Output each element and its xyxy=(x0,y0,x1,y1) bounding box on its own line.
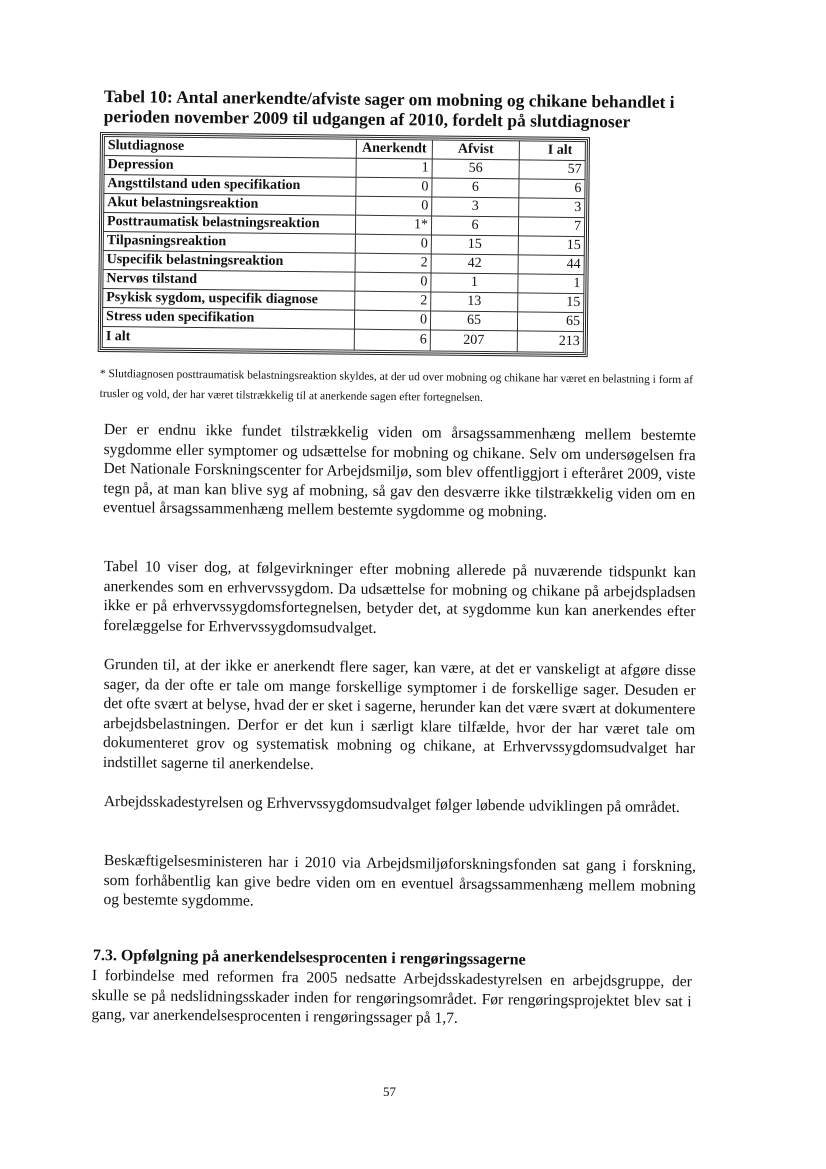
total-cell: 44 xyxy=(518,255,584,275)
section-paragraph: I forbindelse med reformen fra 2005 nedsatte Arbejdsskadestyrelsen en arbejdsgruppe, der skulle se på nedslidningsskader inden for rengøringsområdet. Før rengøringsprojektet blev sat i gang, var anerkendelsesprocenten i rengøringssager på 1,7. xyxy=(91,966,692,1027)
body-paragraph: Arbejdsskadestyrelsen og Erhvervssygdomsudvalget følger løbende udviklingen på området. xyxy=(103,792,680,817)
diagnosis-cell: Angsttilstand uden specifikation xyxy=(104,175,356,197)
header-cell-rejected: Afvist xyxy=(432,140,519,160)
body-paragraph: Beskæftigelsesministeren har i 2010 via Arbejdsmiljøforskningsfonden sat gang i forskning, som forhåbentlig kan give bedre viden om en eventuel årsagssammenhæng mellem mobning og bestemte sygdomme. xyxy=(103,851,696,910)
body-paragraph: Der er endnu ikke fundet tilstrækkelig viden om årsagssammenhæng mellem bestemte sygdomme eller symptomer og udsættelse for mobning og chikane. Selv om undersøgelsen fra Det Nationale Forskningscenter for Arbejdsmiljø, som blev offentliggjort i efteråret 2009, viste tegn på, at man kan blive syg af mobning, så gav den desværre ikke tilstrækkelig viden om en eventuel årsagssammenhæng mellem bestemte sygdomme og mobning. xyxy=(102,420,696,521)
total-cell: 213 xyxy=(517,331,583,353)
diagnosis-table xyxy=(102,136,586,353)
diagnosis-cell: Psykisk sygdom, uspecifik diagnose xyxy=(103,289,355,311)
diagnosis-cell: Depression xyxy=(104,156,356,178)
rejected-cell: 65 xyxy=(430,311,517,331)
total-cell: 15 xyxy=(518,293,584,313)
recognized-cell: 0 xyxy=(355,234,431,254)
total-cell: 3 xyxy=(519,198,585,218)
header-cell-diagnosis: Slutdiagnose xyxy=(104,137,356,159)
rejected-cell: 1 xyxy=(431,273,518,293)
table-total-row xyxy=(102,327,583,353)
body-paragraph: Tabel 10 viser dog, at følgevirkninger efter mobning allerede på nuværende tidspunkt kan anerkendes som en erhvervssygdom. Da udsættelse for mobning og chikane på arbejdspladsen ikke er på erhvervssygdomsfortegnelsen, betyder det, at sygdomme kun kan anerkendes efter forelæggelse for Erhvervssygdomsudvalget. xyxy=(103,557,696,637)
total-cell: 65 xyxy=(517,312,583,332)
recognized-cell: 6 xyxy=(354,329,430,351)
rejected-cell: 6 xyxy=(432,178,519,198)
recognized-cell: 2 xyxy=(355,291,431,311)
recognized-cell: 1* xyxy=(355,215,431,235)
rejected-cell: 6 xyxy=(431,216,518,236)
rejected-cell: 15 xyxy=(431,235,518,255)
recognized-cell: 0 xyxy=(355,272,431,292)
body-paragraph: Grunden til, at der ikke er anerkendt flere sager, kan være, at det er vanskeligt at afgøre disse sager, da der ofte er tale om mange forskellige symptomer i de forskellige sager. Desuden er det ofte svært at belyse, hvad der er sket i sagerne, herunder kan det være svært at dokumentere arbejdsbelastningen. Derfor er det kun i særligt klare tilfælde, hvor der har været tale om dokumenteret grov og systematisk mobning og chikane, at Erhvervssygdomsudvalget har indstillet sagerne til anerkendelse. xyxy=(102,655,696,773)
total-cell: 7 xyxy=(518,217,584,237)
recognized-cell: 1 xyxy=(356,158,432,178)
diagnosis-cell: Akut belastningsreaktion xyxy=(104,194,356,216)
header-cell-total: I alt xyxy=(519,141,585,161)
total-cell: 15 xyxy=(518,236,584,256)
diagnosis-cell: Tilpasningsreaktion xyxy=(103,232,355,254)
diagnosis-cell: Stress uden specifikation xyxy=(102,308,354,330)
table-caption: Tabel 10: Antal anerkendte/afviste sager om mobning og chikane behandlet i perioden november 2009 til udgangen af 2010, fordelt på slutdiagnoser xyxy=(103,86,675,132)
section-heading: 7.3. Opfølgning på anerkendelsesprocenten i rengøringssagerne xyxy=(92,946,526,969)
page-number: 57 xyxy=(383,1084,396,1099)
diagnosis-cell: Uspecifik belastningsreaktion xyxy=(103,251,355,273)
diagnosis-cell: Posttraumatisk belastningsreaktion xyxy=(103,213,355,235)
rejected-cell: 13 xyxy=(431,292,518,312)
rejected-cell: 207 xyxy=(430,330,517,352)
recognized-cell: 0 xyxy=(356,196,432,216)
recognized-cell: 2 xyxy=(355,253,431,273)
total-cell: 57 xyxy=(519,160,585,180)
header-cell-recognized: Anerkendt xyxy=(356,139,432,159)
recognized-cell: 0 xyxy=(354,310,430,330)
rejected-cell: 56 xyxy=(432,159,519,179)
table-footnote: * Slutdiagnosen posttraumatisk belastningsreaktion skyldes, at der ud over mobning og chikane har været en belastning i form af trusler og vold, der har været tilstrækkelig til at anerkende sagen efter fortegnelsen. xyxy=(99,367,694,405)
total-cell: 6 xyxy=(519,179,585,199)
rejected-cell: 3 xyxy=(432,197,519,217)
total-cell: 1 xyxy=(518,274,584,294)
rejected-cell: 42 xyxy=(431,254,518,274)
diagnosis-table-frame xyxy=(98,132,590,357)
recognized-cell: 0 xyxy=(356,177,432,197)
diagnosis-cell: I alt xyxy=(102,327,354,351)
diagnosis-cell: Nervøs tilstand xyxy=(103,270,355,292)
